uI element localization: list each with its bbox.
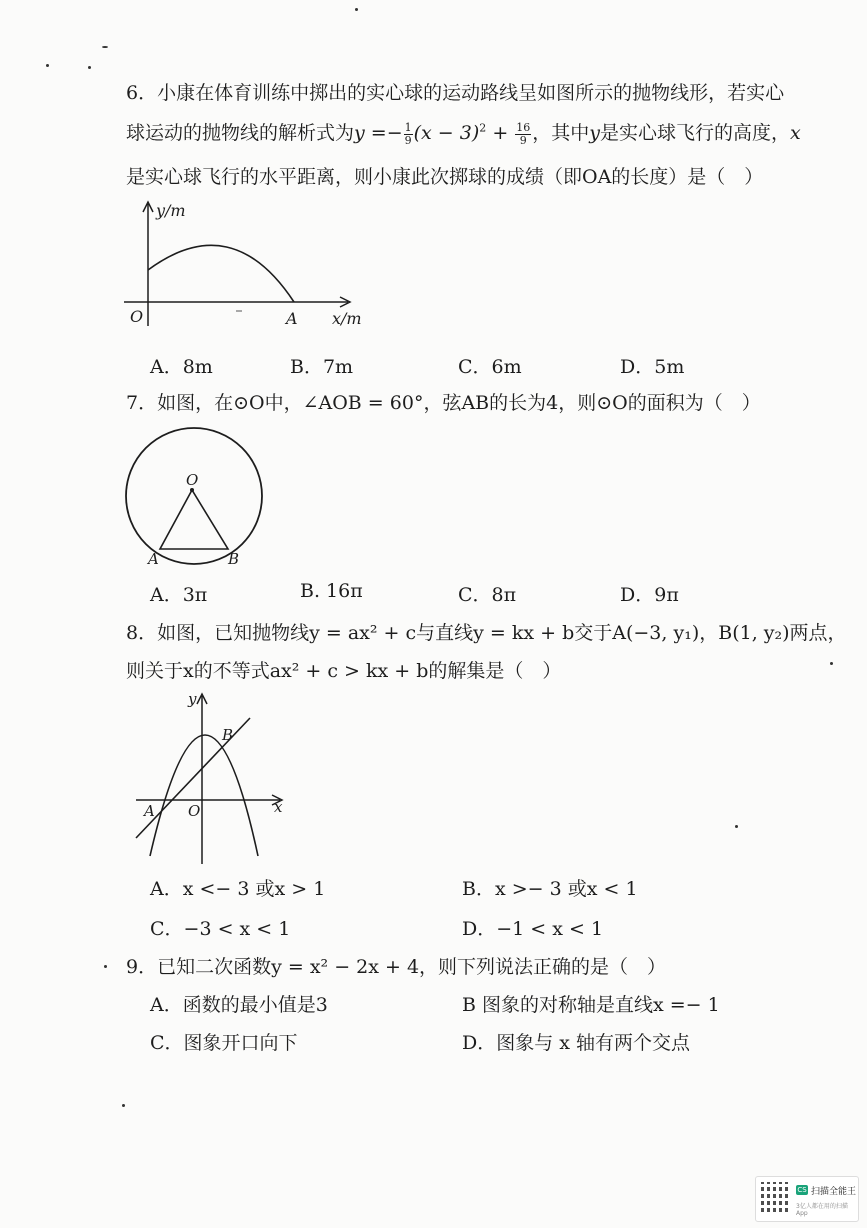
q6-y-label: y/m <box>156 201 186 220</box>
speck <box>88 66 91 69</box>
frac-numerator: 1 <box>404 120 412 134</box>
q6-exponent: 2 <box>479 121 487 135</box>
q9-option-a: A．函数的最小值是3 <box>150 994 328 1016</box>
q7-option-c: C．8π <box>458 584 517 606</box>
q6-option-d: D．5m <box>620 356 685 378</box>
watermark-app-name: 扫描全能王 <box>811 1187 857 1197</box>
q8-option-c: C．−3 < x < 1 <box>150 918 291 940</box>
scanner-watermark <box>755 1176 859 1222</box>
watermark-tagline: 3亿人都在用的扫描App <box>796 1203 848 1217</box>
q6-line2-text: 球运动的抛物线的解析式为 <box>126 122 355 144</box>
q9-option-c: C．图象开口向下 <box>150 1032 298 1054</box>
q8-a-label: A <box>144 802 155 820</box>
q8-origin-label: O <box>188 802 201 820</box>
q6-formula-lhs: y =− <box>354 122 403 144</box>
q8-figure <box>130 688 290 866</box>
q6-line2-text-b: ，其中 <box>532 122 590 144</box>
speck <box>122 1104 125 1107</box>
q7-option-d: D．9π <box>620 584 679 606</box>
q7-a-label: A <box>148 550 159 568</box>
q7-o-label: O <box>186 471 199 489</box>
q7-circle <box>126 428 262 564</box>
q8-b-label: B <box>222 726 234 744</box>
q7-option-b: B. 16π <box>300 580 363 602</box>
frac-numerator: 16 <box>516 120 531 134</box>
q6-option-b: B．7m <box>290 356 354 378</box>
q6-line2-text-c: 是实心球飞行的高度， <box>600 122 791 144</box>
q7-option-a: A．3π <box>150 584 208 606</box>
q7-line1: 7．如图，在⊙O中，∠AOB = 60°，弦AB的长为4，则⊙O的面积为（ ） <box>126 392 761 414</box>
q6-plus: + <box>486 122 515 144</box>
q6-x-var: x <box>790 122 801 144</box>
q6-line1: 6．小康在体育训练中掷出的实心球的运动路线呈如图所示的抛物线形，若实心 <box>126 82 785 104</box>
frac-denominator: 9 <box>404 133 412 147</box>
q6-point-a-label: A <box>286 309 298 328</box>
q9-option-d: D．图象与 x 轴有两个交点 <box>462 1032 691 1054</box>
q8-line2: 则关于x的不等式ax² + c > kx + b的解集是（ ） <box>126 660 562 682</box>
q7-figure <box>122 418 272 573</box>
q6-fraction-1 <box>404 122 413 147</box>
frac-denominator: 9 <box>519 133 527 147</box>
q6-line3: 是实心球飞行的水平距离，则小康此次掷球的成绩（即OA的长度）是（ ） <box>126 166 764 188</box>
speck <box>104 965 107 968</box>
q6-formula-mid: (x − 3) <box>413 122 480 144</box>
q9-line1: 9．已知二次函数y = x² − 2x + 4，则下列说法正确的是（ ） <box>126 956 667 978</box>
speck <box>735 825 738 828</box>
q8-option-d: D．−1 < x < 1 <box>462 918 604 940</box>
q6-x-label: x/m <box>332 309 362 328</box>
q8-x-label: x <box>274 798 283 816</box>
speck <box>355 8 358 11</box>
speck <box>102 46 108 48</box>
q6-option-c: C．6m <box>458 356 522 378</box>
q6-parabola <box>148 245 294 302</box>
camscanner-logo: CS <box>797 1186 807 1194</box>
q8-option-b: B．x >− 3 或x < 1 <box>462 878 638 900</box>
q8-line1: 8．如图，已知抛物线y = ax² + c与直线y = kx + b交于A(−3, y₁)，B(1, y₂)两点， <box>126 622 847 644</box>
speck <box>830 662 833 665</box>
q9-option-b: B 图象的对称轴是直线x =− 1 <box>462 994 720 1016</box>
q7-triangle-aob <box>160 490 228 549</box>
q7-b-label: B <box>228 550 240 568</box>
q6-fraction-2 <box>515 122 531 147</box>
q6-figure <box>120 198 370 333</box>
qr-code-pattern <box>761 1182 791 1212</box>
q6-line2 <box>126 118 801 147</box>
q8-parabola <box>150 735 258 856</box>
q8-y-label: y <box>188 690 197 708</box>
speck <box>46 64 49 67</box>
q6-option-a: A．8m <box>150 356 213 378</box>
q6-y-var: y <box>589 122 601 144</box>
q8-option-a: A．x <− 3 或x > 1 <box>150 878 326 900</box>
q6-origin-label: O <box>130 307 144 326</box>
